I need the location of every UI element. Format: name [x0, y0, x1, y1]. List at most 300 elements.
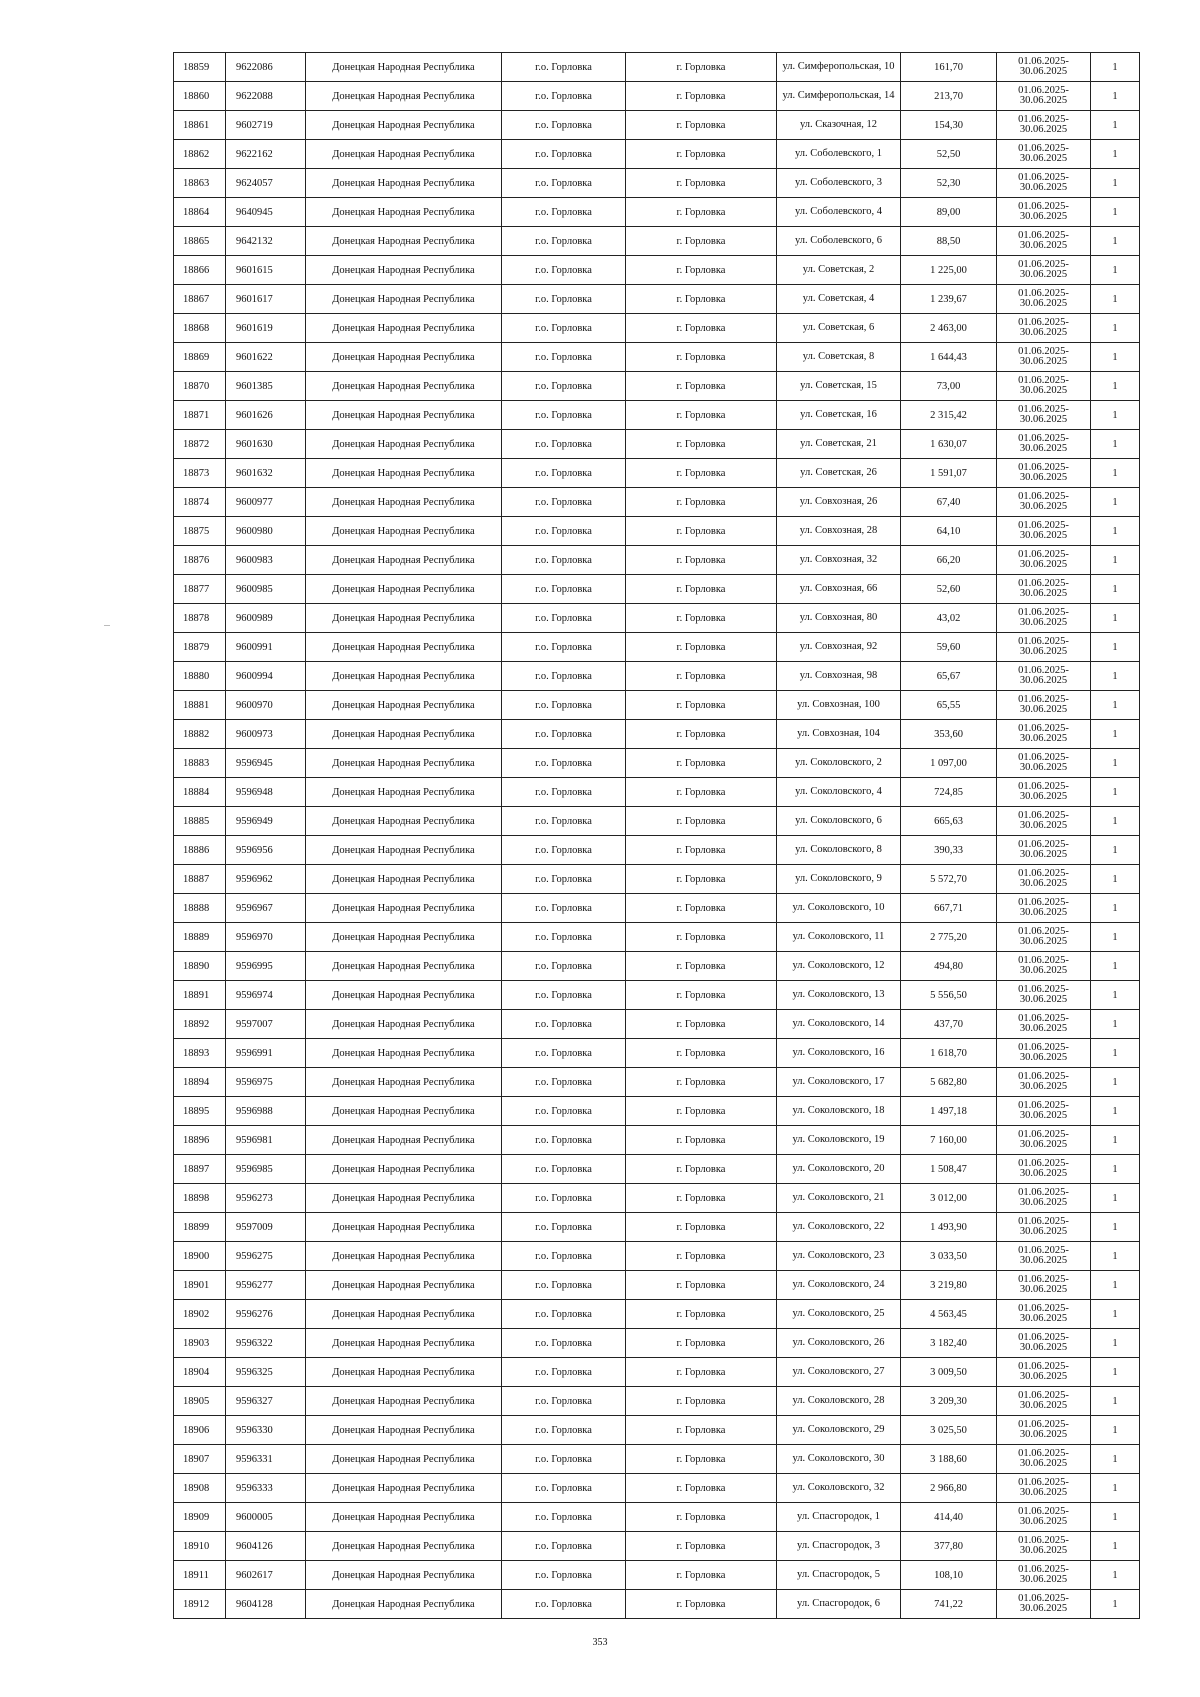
district-cell: г.о. Горловка	[502, 1155, 626, 1184]
count-cell: 1	[1091, 227, 1140, 256]
district-cell: г.о. Горловка	[502, 807, 626, 836]
area-cell: 89,00	[901, 198, 997, 227]
table-row	[174, 923, 1140, 952]
republic-cell: Донецкая Народная Республика	[306, 894, 502, 923]
object-code-cell: 9600983	[226, 546, 306, 575]
count-cell: 1	[1091, 749, 1140, 778]
address-cell: ул. Соколовского, 25	[777, 1300, 901, 1329]
table-row	[174, 343, 1140, 372]
period-cell: 01.06.2025-30.06.2025	[997, 285, 1091, 314]
city-cell: г. Горловка	[626, 691, 777, 720]
address-cell: ул. Спасгородок, 3	[777, 1532, 901, 1561]
republic-cell: Донецкая Народная Республика	[306, 314, 502, 343]
address-cell: ул. Советская, 2	[777, 256, 901, 285]
object-code-cell: 9596962	[226, 865, 306, 894]
area-cell: 52,30	[901, 169, 997, 198]
district-cell: г.о. Горловка	[502, 285, 626, 314]
area-cell: 1 497,18	[901, 1097, 997, 1126]
row-number-cell: 18909	[174, 1503, 226, 1532]
district-cell: г.о. Горловка	[502, 1416, 626, 1445]
area-cell: 1 618,70	[901, 1039, 997, 1068]
address-cell: ул. Соболевского, 6	[777, 227, 901, 256]
count-cell: 1	[1091, 923, 1140, 952]
object-code-cell: 9596995	[226, 952, 306, 981]
period-cell: 01.06.2025-30.06.2025	[997, 256, 1091, 285]
table-row	[174, 314, 1140, 343]
count-cell: 1	[1091, 1590, 1140, 1619]
count-cell: 1	[1091, 343, 1140, 372]
table-row	[174, 981, 1140, 1010]
city-cell: г. Горловка	[626, 111, 777, 140]
table-row	[174, 1387, 1140, 1416]
area-cell: 1 508,47	[901, 1155, 997, 1184]
address-cell: ул. Совхозная, 104	[777, 720, 901, 749]
city-cell: г. Горловка	[626, 749, 777, 778]
address-cell: ул. Соболевского, 1	[777, 140, 901, 169]
period-cell: 01.06.2025-30.06.2025	[997, 1590, 1091, 1619]
object-code-cell: 9596330	[226, 1416, 306, 1445]
row-number-cell: 18880	[174, 662, 226, 691]
area-cell: 2 775,20	[901, 923, 997, 952]
city-cell: г. Горловка	[626, 981, 777, 1010]
republic-cell: Донецкая Народная Республика	[306, 1561, 502, 1590]
count-cell: 1	[1091, 1300, 1140, 1329]
count-cell: 1	[1091, 256, 1140, 285]
period-cell: 01.06.2025-30.06.2025	[997, 111, 1091, 140]
republic-cell: Донецкая Народная Республика	[306, 111, 502, 140]
table-row	[174, 894, 1140, 923]
row-number-cell: 18886	[174, 836, 226, 865]
table-row	[174, 691, 1140, 720]
object-code-cell: 9601630	[226, 430, 306, 459]
district-cell: г.о. Горловка	[502, 1590, 626, 1619]
area-cell: 3 219,80	[901, 1271, 997, 1300]
period-cell: 01.06.2025-30.06.2025	[997, 1097, 1091, 1126]
period-cell: 01.06.2025-30.06.2025	[997, 865, 1091, 894]
object-code-cell: 9596327	[226, 1387, 306, 1416]
object-code-cell: 9596273	[226, 1184, 306, 1213]
republic-cell: Донецкая Народная Республика	[306, 691, 502, 720]
republic-cell: Донецкая Народная Республика	[306, 285, 502, 314]
object-code-cell: 9596325	[226, 1358, 306, 1387]
district-cell: г.о. Горловка	[502, 1474, 626, 1503]
object-code-cell: 9600977	[226, 488, 306, 517]
object-code-cell: 9596949	[226, 807, 306, 836]
period-cell: 01.06.2025-30.06.2025	[997, 1184, 1091, 1213]
row-number-cell: 18871	[174, 401, 226, 430]
table-row	[174, 1474, 1140, 1503]
table-row	[174, 256, 1140, 285]
city-cell: г. Горловка	[626, 1242, 777, 1271]
table-row	[174, 1213, 1140, 1242]
period-cell: 01.06.2025-30.06.2025	[997, 401, 1091, 430]
row-number-cell: 18870	[174, 372, 226, 401]
row-number-cell: 18859	[174, 53, 226, 82]
table-row	[174, 53, 1140, 82]
area-cell: 494,80	[901, 952, 997, 981]
count-cell: 1	[1091, 1503, 1140, 1532]
area-cell: 2 463,00	[901, 314, 997, 343]
table-row	[174, 1532, 1140, 1561]
district-cell: г.о. Горловка	[502, 1126, 626, 1155]
row-number-cell: 18873	[174, 459, 226, 488]
count-cell: 1	[1091, 778, 1140, 807]
address-cell: ул. Соколовского, 14	[777, 1010, 901, 1039]
table-row	[174, 140, 1140, 169]
row-number-cell: 18907	[174, 1445, 226, 1474]
address-cell: ул. Соколовского, 8	[777, 836, 901, 865]
page-number: 353	[592, 1637, 608, 1648]
period-cell: 01.06.2025-30.06.2025	[997, 140, 1091, 169]
period-cell: 01.06.2025-30.06.2025	[997, 604, 1091, 633]
city-cell: г. Горловка	[626, 575, 777, 604]
area-cell: 52,50	[901, 140, 997, 169]
table-row	[174, 865, 1140, 894]
city-cell: г. Горловка	[626, 140, 777, 169]
count-cell: 1	[1091, 1358, 1140, 1387]
row-number-cell: 18861	[174, 111, 226, 140]
object-code-cell: 9602719	[226, 111, 306, 140]
city-cell: г. Горловка	[626, 1358, 777, 1387]
table-row	[174, 1010, 1140, 1039]
row-number-cell: 18893	[174, 1039, 226, 1068]
period-cell: 01.06.2025-30.06.2025	[997, 749, 1091, 778]
district-cell: г.о. Горловка	[502, 546, 626, 575]
row-number-cell: 18910	[174, 1532, 226, 1561]
area-cell: 5 682,80	[901, 1068, 997, 1097]
district-cell: г.о. Горловка	[502, 140, 626, 169]
area-cell: 2 315,42	[901, 401, 997, 430]
area-cell: 65,67	[901, 662, 997, 691]
table-row	[174, 604, 1140, 633]
period-cell: 01.06.2025-30.06.2025	[997, 633, 1091, 662]
address-cell: ул. Соколовского, 10	[777, 894, 901, 923]
object-code-cell: 9596322	[226, 1329, 306, 1358]
count-cell: 1	[1091, 1126, 1140, 1155]
count-cell: 1	[1091, 865, 1140, 894]
row-number-cell: 18874	[174, 488, 226, 517]
count-cell: 1	[1091, 1039, 1140, 1068]
count-cell: 1	[1091, 111, 1140, 140]
object-code-cell: 9596276	[226, 1300, 306, 1329]
republic-cell: Донецкая Народная Республика	[306, 1039, 502, 1068]
republic-cell: Донецкая Народная Республика	[306, 1184, 502, 1213]
city-cell: г. Горловка	[626, 923, 777, 952]
area-cell: 667,71	[901, 894, 997, 923]
period-cell: 01.06.2025-30.06.2025	[997, 1039, 1091, 1068]
republic-cell: Донецкая Народная Республика	[306, 169, 502, 198]
area-cell: 414,40	[901, 1503, 997, 1532]
object-code-cell: 9596974	[226, 981, 306, 1010]
address-cell: ул. Совхозная, 100	[777, 691, 901, 720]
address-cell: ул. Советская, 8	[777, 343, 901, 372]
republic-cell: Донецкая Народная Республика	[306, 1474, 502, 1503]
district-cell: г.о. Горловка	[502, 1329, 626, 1358]
period-cell: 01.06.2025-30.06.2025	[997, 1329, 1091, 1358]
republic-cell: Донецкая Народная Республика	[306, 749, 502, 778]
period-cell: 01.06.2025-30.06.2025	[997, 488, 1091, 517]
row-number-cell: 18889	[174, 923, 226, 952]
area-cell: 154,30	[901, 111, 997, 140]
period-cell: 01.06.2025-30.06.2025	[997, 1271, 1091, 1300]
city-cell: г. Горловка	[626, 459, 777, 488]
address-cell: ул. Соколовского, 12	[777, 952, 901, 981]
republic-cell: Донецкая Народная Республика	[306, 459, 502, 488]
period-cell: 01.06.2025-30.06.2025	[997, 662, 1091, 691]
row-number-cell: 18912	[174, 1590, 226, 1619]
district-cell: г.о. Горловка	[502, 1387, 626, 1416]
row-number-cell: 18885	[174, 807, 226, 836]
period-cell: 01.06.2025-30.06.2025	[997, 459, 1091, 488]
area-cell: 88,50	[901, 227, 997, 256]
republic-cell: Донецкая Народная Республика	[306, 923, 502, 952]
period-cell: 01.06.2025-30.06.2025	[997, 343, 1091, 372]
table-row	[174, 227, 1140, 256]
address-cell: ул. Совхозная, 66	[777, 575, 901, 604]
city-cell: г. Горловка	[626, 546, 777, 575]
republic-cell: Донецкая Народная Республика	[306, 952, 502, 981]
period-cell: 01.06.2025-30.06.2025	[997, 836, 1091, 865]
table-row	[174, 1300, 1140, 1329]
period-cell: 01.06.2025-30.06.2025	[997, 1068, 1091, 1097]
period-cell: 01.06.2025-30.06.2025	[997, 227, 1091, 256]
city-cell: г. Горловка	[626, 1387, 777, 1416]
area-cell: 2 966,80	[901, 1474, 997, 1503]
city-cell: г. Горловка	[626, 633, 777, 662]
row-number-cell: 18869	[174, 343, 226, 372]
registry-table	[173, 52, 1140, 1619]
city-cell: г. Горловка	[626, 1213, 777, 1242]
city-cell: г. Горловка	[626, 517, 777, 546]
republic-cell: Донецкая Народная Республика	[306, 343, 502, 372]
republic-cell: Донецкая Народная Республика	[306, 1387, 502, 1416]
district-cell: г.о. Горловка	[502, 778, 626, 807]
area-cell: 65,55	[901, 691, 997, 720]
table-row	[174, 1416, 1140, 1445]
republic-cell: Донецкая Народная Республика	[306, 1097, 502, 1126]
table-row	[174, 198, 1140, 227]
address-cell: ул. Соколовского, 29	[777, 1416, 901, 1445]
period-cell: 01.06.2025-30.06.2025	[997, 1213, 1091, 1242]
count-cell: 1	[1091, 459, 1140, 488]
area-cell: 66,20	[901, 546, 997, 575]
city-cell: г. Горловка	[626, 227, 777, 256]
period-cell: 01.06.2025-30.06.2025	[997, 1503, 1091, 1532]
area-cell: 5 572,70	[901, 865, 997, 894]
district-cell: г.о. Горловка	[502, 227, 626, 256]
row-number-cell: 18883	[174, 749, 226, 778]
republic-cell: Донецкая Народная Республика	[306, 1329, 502, 1358]
republic-cell: Донецкая Народная Республика	[306, 1126, 502, 1155]
row-number-cell: 18882	[174, 720, 226, 749]
count-cell: 1	[1091, 1329, 1140, 1358]
district-cell: г.о. Горловка	[502, 1300, 626, 1329]
period-cell: 01.06.2025-30.06.2025	[997, 807, 1091, 836]
table-row	[174, 517, 1140, 546]
city-cell: г. Горловка	[626, 1445, 777, 1474]
count-cell: 1	[1091, 517, 1140, 546]
republic-cell: Донецкая Народная Республика	[306, 1358, 502, 1387]
period-cell: 01.06.2025-30.06.2025	[997, 1445, 1091, 1474]
city-cell: г. Горловка	[626, 1561, 777, 1590]
republic-cell: Донецкая Народная Республика	[306, 720, 502, 749]
row-number-cell: 18900	[174, 1242, 226, 1271]
republic-cell: Донецкая Народная Республика	[306, 198, 502, 227]
area-cell: 64,10	[901, 517, 997, 546]
city-cell: г. Горловка	[626, 1126, 777, 1155]
area-cell: 108,10	[901, 1561, 997, 1590]
district-cell: г.о. Горловка	[502, 1503, 626, 1532]
district-cell: г.о. Горловка	[502, 256, 626, 285]
count-cell: 1	[1091, 1474, 1140, 1503]
district-cell: г.о. Горловка	[502, 517, 626, 546]
city-cell: г. Горловка	[626, 1271, 777, 1300]
count-cell: 1	[1091, 1097, 1140, 1126]
address-cell: ул. Спасгородок, 5	[777, 1561, 901, 1590]
count-cell: 1	[1091, 1271, 1140, 1300]
republic-cell: Донецкая Народная Республика	[306, 1445, 502, 1474]
period-cell: 01.06.2025-30.06.2025	[997, 53, 1091, 82]
address-cell: ул. Соболевского, 4	[777, 198, 901, 227]
address-cell: ул. Соколовского, 19	[777, 1126, 901, 1155]
object-code-cell: 9600970	[226, 691, 306, 720]
republic-cell: Донецкая Народная Республика	[306, 575, 502, 604]
address-cell: ул. Совхозная, 32	[777, 546, 901, 575]
republic-cell: Донецкая Народная Республика	[306, 82, 502, 111]
object-code-cell: 9600994	[226, 662, 306, 691]
city-cell: г. Горловка	[626, 1503, 777, 1532]
district-cell: г.о. Горловка	[502, 1271, 626, 1300]
table-row	[174, 749, 1140, 778]
address-cell: ул. Совхозная, 92	[777, 633, 901, 662]
row-number-cell: 18902	[174, 1300, 226, 1329]
count-cell: 1	[1091, 546, 1140, 575]
object-code-cell: 9601617	[226, 285, 306, 314]
republic-cell: Донецкая Народная Республика	[306, 662, 502, 691]
republic-cell: Донецкая Народная Республика	[306, 401, 502, 430]
area-cell: 7 160,00	[901, 1126, 997, 1155]
period-cell: 01.06.2025-30.06.2025	[997, 575, 1091, 604]
republic-cell: Донецкая Народная Республика	[306, 256, 502, 285]
count-cell: 1	[1091, 1184, 1140, 1213]
row-number-cell: 18890	[174, 952, 226, 981]
row-number-cell: 18879	[174, 633, 226, 662]
area-cell: 3 209,30	[901, 1387, 997, 1416]
city-cell: г. Горловка	[626, 430, 777, 459]
district-cell: г.о. Горловка	[502, 981, 626, 1010]
city-cell: г. Горловка	[626, 894, 777, 923]
count-cell: 1	[1091, 575, 1140, 604]
city-cell: г. Горловка	[626, 1532, 777, 1561]
area-cell: 3 182,40	[901, 1329, 997, 1358]
republic-cell: Донецкая Народная Республика	[306, 1242, 502, 1271]
table-row	[174, 546, 1140, 575]
object-code-cell: 9622088	[226, 82, 306, 111]
district-cell: г.о. Горловка	[502, 865, 626, 894]
address-cell: ул. Советская, 16	[777, 401, 901, 430]
object-code-cell: 9597007	[226, 1010, 306, 1039]
period-cell: 01.06.2025-30.06.2025	[997, 82, 1091, 111]
row-number-cell: 18866	[174, 256, 226, 285]
count-cell: 1	[1091, 430, 1140, 459]
republic-cell: Донецкая Народная Республика	[306, 1503, 502, 1532]
city-cell: г. Горловка	[626, 198, 777, 227]
object-code-cell: 9596277	[226, 1271, 306, 1300]
count-cell: 1	[1091, 1068, 1140, 1097]
period-cell: 01.06.2025-30.06.2025	[997, 1358, 1091, 1387]
area-cell: 52,60	[901, 575, 997, 604]
count-cell: 1	[1091, 894, 1140, 923]
address-cell: ул. Соколовского, 13	[777, 981, 901, 1010]
address-cell: ул. Спасгородок, 6	[777, 1590, 901, 1619]
city-cell: г. Горловка	[626, 82, 777, 111]
address-cell: ул. Соболевского, 3	[777, 169, 901, 198]
republic-cell: Донецкая Народная Республика	[306, 633, 502, 662]
district-cell: г.о. Горловка	[502, 604, 626, 633]
table-row	[174, 1068, 1140, 1097]
district-cell: г.о. Горловка	[502, 1010, 626, 1039]
city-cell: г. Горловка	[626, 1155, 777, 1184]
republic-cell: Донецкая Народная Республика	[306, 430, 502, 459]
count-cell: 1	[1091, 1561, 1140, 1590]
district-cell: г.о. Горловка	[502, 1097, 626, 1126]
district-cell: г.о. Горловка	[502, 53, 626, 82]
table-row	[174, 401, 1140, 430]
address-cell: ул. Соколовского, 11	[777, 923, 901, 952]
address-cell: ул. Советская, 6	[777, 314, 901, 343]
district-cell: г.о. Горловка	[502, 1068, 626, 1097]
row-number-cell: 18862	[174, 140, 226, 169]
city-cell: г. Горловка	[626, 1300, 777, 1329]
district-cell: г.о. Горловка	[502, 575, 626, 604]
row-number-cell: 18911	[174, 1561, 226, 1590]
city-cell: г. Горловка	[626, 807, 777, 836]
address-cell: ул. Соколовского, 22	[777, 1213, 901, 1242]
table-row	[174, 662, 1140, 691]
object-code-cell: 9596970	[226, 923, 306, 952]
district-cell: г.о. Горловка	[502, 836, 626, 865]
period-cell: 01.06.2025-30.06.2025	[997, 1561, 1091, 1590]
period-cell: 01.06.2025-30.06.2025	[997, 894, 1091, 923]
city-cell: г. Горловка	[626, 662, 777, 691]
row-number-cell: 18903	[174, 1329, 226, 1358]
period-cell: 01.06.2025-30.06.2025	[997, 430, 1091, 459]
count-cell: 1	[1091, 807, 1140, 836]
period-cell: 01.06.2025-30.06.2025	[997, 1474, 1091, 1503]
row-number-cell: 18881	[174, 691, 226, 720]
republic-cell: Донецкая Народная Республика	[306, 53, 502, 82]
address-cell: ул. Соколовского, 20	[777, 1155, 901, 1184]
object-code-cell: 9596948	[226, 778, 306, 807]
republic-cell: Донецкая Народная Республика	[306, 981, 502, 1010]
area-cell: 213,70	[901, 82, 997, 111]
republic-cell: Донецкая Народная Республика	[306, 836, 502, 865]
city-cell: г. Горловка	[626, 836, 777, 865]
period-cell: 01.06.2025-30.06.2025	[997, 1416, 1091, 1445]
object-code-cell: 9600980	[226, 517, 306, 546]
address-cell: ул. Соколовского, 32	[777, 1474, 901, 1503]
count-cell: 1	[1091, 401, 1140, 430]
object-code-cell: 9600005	[226, 1503, 306, 1532]
object-code-cell: 9597009	[226, 1213, 306, 1242]
area-cell: 437,70	[901, 1010, 997, 1039]
period-cell: 01.06.2025-30.06.2025	[997, 1126, 1091, 1155]
period-cell: 01.06.2025-30.06.2025	[997, 952, 1091, 981]
area-cell: 59,60	[901, 633, 997, 662]
address-cell: ул. Советская, 26	[777, 459, 901, 488]
area-cell: 67,40	[901, 488, 997, 517]
object-code-cell: 9596985	[226, 1155, 306, 1184]
